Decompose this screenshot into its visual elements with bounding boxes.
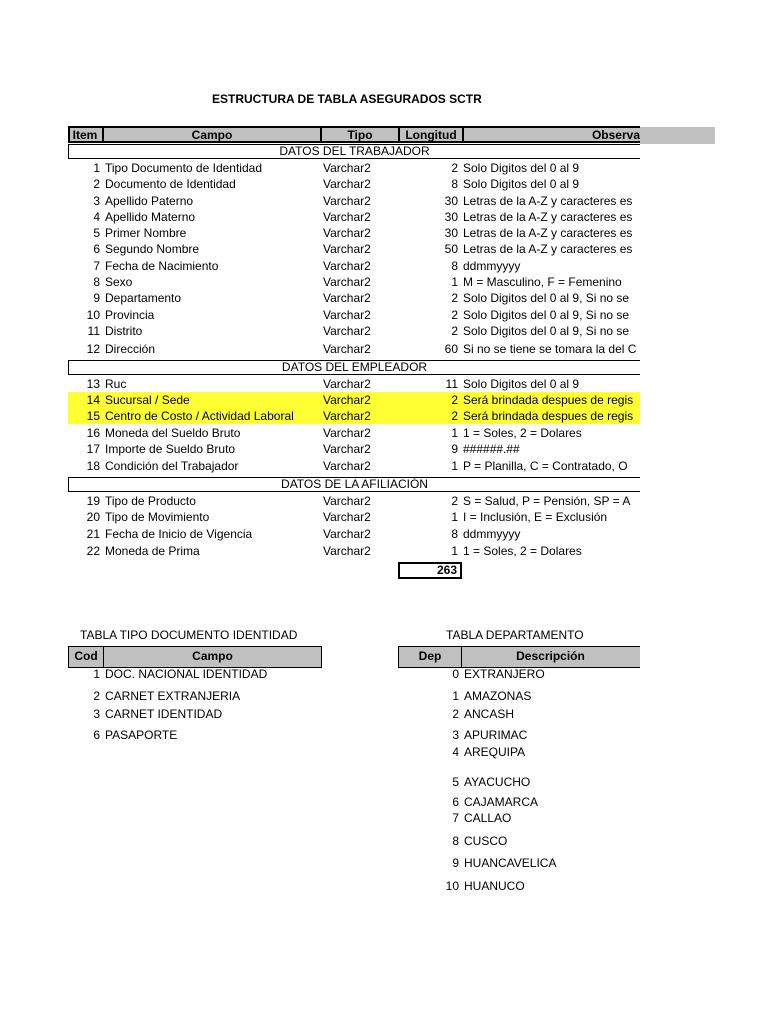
dep-name: AREQUIPA	[464, 745, 526, 759]
row-longitud: 2	[451, 494, 458, 508]
table-row	[68, 493, 640, 509]
row-longitud: 8	[451, 527, 458, 541]
row-item: 6	[93, 242, 100, 256]
row-campo: Moneda del Sueldo Bruto	[105, 426, 241, 440]
row-item: 22	[86, 544, 100, 558]
row-campo: Documento de Identidad	[105, 177, 236, 191]
row-campo: Apellido Materno	[105, 210, 196, 224]
row-tipo: Varchar2	[323, 210, 371, 224]
list-item	[398, 728, 640, 742]
row-item: 15	[86, 409, 100, 423]
list-item	[68, 689, 322, 703]
header-overflow-cell	[640, 127, 715, 144]
table-row	[68, 193, 640, 209]
table-row	[68, 509, 640, 525]
row-campo: Moneda de Prima	[105, 544, 200, 558]
dep-code: 1	[452, 689, 459, 703]
row-tipo: Varchar2	[323, 194, 371, 208]
doc-code: 6	[93, 728, 100, 742]
row-observacion: Solo Digitos del 0 al 9	[463, 177, 580, 191]
row-tipo: Varchar2	[323, 442, 371, 456]
row-item: 13	[86, 377, 100, 391]
header-observaciones: Observa	[462, 128, 640, 141]
row-campo: Primer Nombre	[105, 226, 187, 240]
row-campo: Condición del Trabajador	[105, 459, 239, 473]
row-observacion: P = Planilla, C = Contratado, O	[463, 459, 628, 473]
row-campo: Centro de Costo / Actividad Laboral	[105, 409, 294, 423]
table-row	[68, 160, 640, 176]
list-item	[398, 707, 640, 721]
row-observacion: Solo Digitos del 0 al 9, Si no se	[463, 308, 630, 322]
list-item	[398, 745, 640, 759]
row-item: 20	[86, 510, 100, 524]
table-row	[68, 408, 640, 424]
row-item: 16	[86, 426, 100, 440]
row-observacion: M = Masculino, F = Femenino	[463, 275, 622, 289]
dep-code: 3	[452, 728, 459, 742]
table-row	[68, 392, 640, 408]
dep-name: EXTRANJERO	[464, 667, 545, 681]
row-longitud: 11	[445, 377, 458, 391]
row-tipo: Varchar2	[323, 177, 371, 191]
row-item: 3	[93, 194, 100, 208]
row-longitud: 2	[451, 409, 458, 423]
row-longitud: 2	[451, 291, 458, 305]
row-longitud: 1	[451, 510, 458, 524]
row-item: 11	[87, 324, 100, 338]
dep-name: HUANCAVELICA	[464, 856, 557, 870]
row-longitud: 9	[451, 442, 458, 456]
row-observacion: Letras de la A-Z y caracteres es	[463, 210, 633, 224]
row-observacion: ddmmyyyy	[463, 527, 521, 541]
header-cod: Cod	[74, 649, 98, 663]
list-item	[398, 689, 640, 703]
row-tipo: Varchar2	[323, 291, 371, 305]
row-longitud: 1	[451, 426, 458, 440]
list-item	[398, 667, 640, 681]
row-item: 9	[93, 291, 100, 305]
row-campo: Importe de Sueldo Bruto	[105, 442, 236, 456]
dep-name: AYACUCHO	[464, 775, 531, 789]
row-observacion: S = Salud, P = Pensión, SP = A	[463, 494, 631, 508]
row-tipo: Varchar2	[323, 342, 371, 356]
dep-name: CALLAO	[464, 811, 512, 825]
row-campo: Fecha de Nacimiento	[105, 259, 219, 273]
row-longitud: 50	[444, 242, 458, 256]
header-dep: Dep	[418, 649, 442, 663]
row-tipo: Varchar2	[323, 510, 371, 524]
row-tipo: Varchar2	[323, 242, 371, 256]
dep-name: AMAZONAS	[464, 689, 532, 703]
row-campo: Fecha de Inicio de Vigencia	[105, 527, 253, 541]
row-tipo: Varchar2	[323, 544, 371, 558]
section-datos-trabajador: DATOS DEL TRABAJADOR	[68, 144, 640, 159]
doc-code: 1	[93, 667, 100, 681]
row-observacion: Si no se tiene se tomara la del C	[463, 342, 637, 356]
row-item: 1	[93, 161, 100, 175]
row-tipo: Varchar2	[323, 494, 371, 508]
table-row	[68, 441, 640, 457]
table-row	[68, 225, 640, 241]
row-campo: Sucursal / Sede	[105, 393, 190, 407]
row-item: 4	[93, 210, 100, 224]
dep-code: 10	[445, 879, 459, 893]
doc-name: CARNET EXTRANJERIA	[105, 689, 241, 703]
row-tipo: Varchar2	[323, 393, 371, 407]
dep-code: 0	[452, 667, 459, 681]
table-row	[68, 290, 640, 306]
row-campo: Tipo de Producto	[105, 494, 196, 508]
list-item	[68, 707, 322, 721]
section-datos-afiliacion: DATOS DE LA AFILIACIÓN	[68, 477, 640, 492]
header-longitud: Longitud	[398, 128, 462, 141]
row-item: 17	[86, 442, 100, 456]
row-observacion: 1 = Soles, 2 = Dolares	[463, 426, 582, 440]
dep-code: 5	[452, 775, 459, 789]
header-campo-doc: Campo	[103, 647, 321, 667]
dep-name: ANCASH	[464, 707, 515, 721]
table-row	[68, 376, 640, 392]
row-tipo: Varchar2	[323, 459, 371, 473]
row-longitud: 2	[451, 161, 458, 175]
row-tipo: Varchar2	[323, 377, 371, 391]
row-item: 19	[86, 494, 100, 508]
header-tipo: Tipo	[320, 128, 398, 141]
row-longitud: 2	[451, 324, 458, 338]
dep-name: HUANUCO	[464, 879, 525, 893]
row-longitud: 1	[451, 275, 458, 289]
tabla-documento-header	[68, 646, 322, 668]
row-campo: Ruc	[105, 377, 127, 391]
list-item	[68, 728, 322, 742]
doc-code: 2	[93, 689, 100, 703]
row-tipo: Varchar2	[323, 275, 371, 289]
dep-name: CAJAMARCA	[464, 795, 539, 809]
row-campo: Dirección	[105, 342, 156, 356]
row-campo: Departamento	[105, 291, 182, 305]
total-longitud: 263	[398, 562, 462, 579]
main-table-header	[68, 126, 640, 143]
row-item: 5	[93, 226, 100, 240]
list-item	[398, 834, 640, 848]
row-observacion: Solo Digitos del 0 al 9	[463, 377, 580, 391]
list-item	[398, 879, 640, 893]
row-longitud: 30	[444, 226, 458, 240]
table-row	[68, 543, 640, 559]
row-longitud: 30	[444, 194, 458, 208]
row-item: 8	[93, 275, 100, 289]
tabla-departamento-title: TABLA DEPARTAMENTO	[446, 628, 584, 642]
row-campo: Apellido Paterno	[105, 194, 194, 208]
row-tipo: Varchar2	[323, 426, 371, 440]
doc-name: PASAPORTE	[105, 728, 178, 742]
table-row	[68, 323, 640, 339]
header-descripcion: Descripción	[461, 647, 639, 667]
tabla-documento-title: TABLA TIPO DOCUMENTO IDENTIDAD	[80, 628, 298, 642]
table-row	[68, 458, 640, 474]
list-item	[398, 856, 640, 870]
dep-code: 6	[452, 795, 459, 809]
row-tipo: Varchar2	[323, 161, 371, 175]
row-item: 18	[86, 459, 100, 473]
list-item	[68, 667, 322, 681]
row-observacion: I = Inclusión, E = Exclusión	[463, 510, 608, 524]
row-observacion: Solo Digitos del 0 al 9	[463, 161, 580, 175]
row-observacion: ddmmyyyy	[463, 259, 521, 273]
row-longitud: 60	[444, 342, 458, 356]
row-longitud: 2	[451, 308, 458, 322]
dep-name: APURIMAC	[464, 728, 528, 742]
dep-code: 2	[452, 707, 459, 721]
table-row	[68, 425, 640, 441]
list-item	[398, 795, 640, 809]
header-left-border	[68, 126, 70, 143]
table-row	[68, 176, 640, 192]
row-longitud: 1	[451, 544, 458, 558]
row-item: 7	[93, 259, 100, 273]
row-item: 2	[93, 177, 100, 191]
dep-code: 4	[452, 745, 459, 759]
row-campo: Segundo Nombre	[105, 242, 200, 256]
row-campo: Sexo	[105, 275, 133, 289]
header-item: Item	[72, 128, 98, 141]
table-row	[68, 307, 640, 323]
row-observacion: Será brindada despues de regis	[463, 393, 634, 407]
row-observacion: Letras de la A-Z y caracteres es	[463, 242, 633, 256]
list-item	[398, 775, 640, 789]
row-tipo: Varchar2	[323, 259, 371, 273]
row-item: 21	[86, 527, 100, 541]
list-item	[398, 811, 640, 825]
row-observacion: ######.##	[463, 442, 520, 456]
row-observacion: 1 = Soles, 2 = Dolares	[463, 544, 582, 558]
header-campo: Campo	[102, 128, 320, 141]
row-tipo: Varchar2	[323, 324, 371, 338]
table-row	[68, 526, 640, 542]
row-longitud: 8	[451, 177, 458, 191]
row-item: 12	[86, 342, 100, 356]
row-tipo: Varchar2	[323, 409, 371, 423]
table-row	[68, 209, 640, 225]
row-tipo: Varchar2	[323, 527, 371, 541]
row-longitud: 30	[444, 210, 458, 224]
dep-code: 9	[452, 856, 459, 870]
row-tipo: Varchar2	[323, 308, 371, 322]
row-observacion: Será brindada despues de regis	[463, 409, 634, 423]
doc-name: CARNET IDENTIDAD	[105, 707, 223, 721]
row-item: 14	[86, 393, 100, 407]
row-campo: Provincia	[105, 308, 155, 322]
section-datos-empleador: DATOS DEL EMPLEADOR	[68, 360, 640, 375]
row-observacion: Solo Digitos del 0 al 9, Si no se	[463, 291, 630, 305]
dep-code: 7	[452, 811, 459, 825]
doc-name: DOC. NACIONAL IDENTIDAD	[105, 667, 268, 681]
dep-code: 8	[452, 834, 459, 848]
row-item: 10	[86, 308, 100, 322]
table-row	[68, 258, 640, 274]
row-longitud: 1	[451, 459, 458, 473]
row-campo: Tipo de Movimiento	[105, 510, 210, 524]
doc-code: 3	[93, 707, 100, 721]
document-title: ESTRUCTURA DE TABLA ASEGURADOS SCTR	[212, 92, 482, 106]
table-row	[68, 274, 640, 290]
row-campo: Distrito	[105, 324, 143, 338]
dep-name: CUSCO	[464, 834, 508, 848]
table-row	[68, 241, 640, 257]
row-observacion: Solo Digitos del 0 al 9, Si no se	[463, 324, 630, 338]
table-row	[68, 341, 640, 357]
row-observacion: Letras de la A-Z y caracteres es	[463, 194, 633, 208]
row-longitud: 8	[451, 259, 458, 273]
tabla-departamento-header	[398, 646, 640, 668]
row-campo: Tipo Documento de Identidad	[105, 161, 262, 175]
row-longitud: 2	[451, 393, 458, 407]
row-observacion: Letras de la A-Z y caracteres es	[463, 226, 633, 240]
row-tipo: Varchar2	[323, 226, 371, 240]
